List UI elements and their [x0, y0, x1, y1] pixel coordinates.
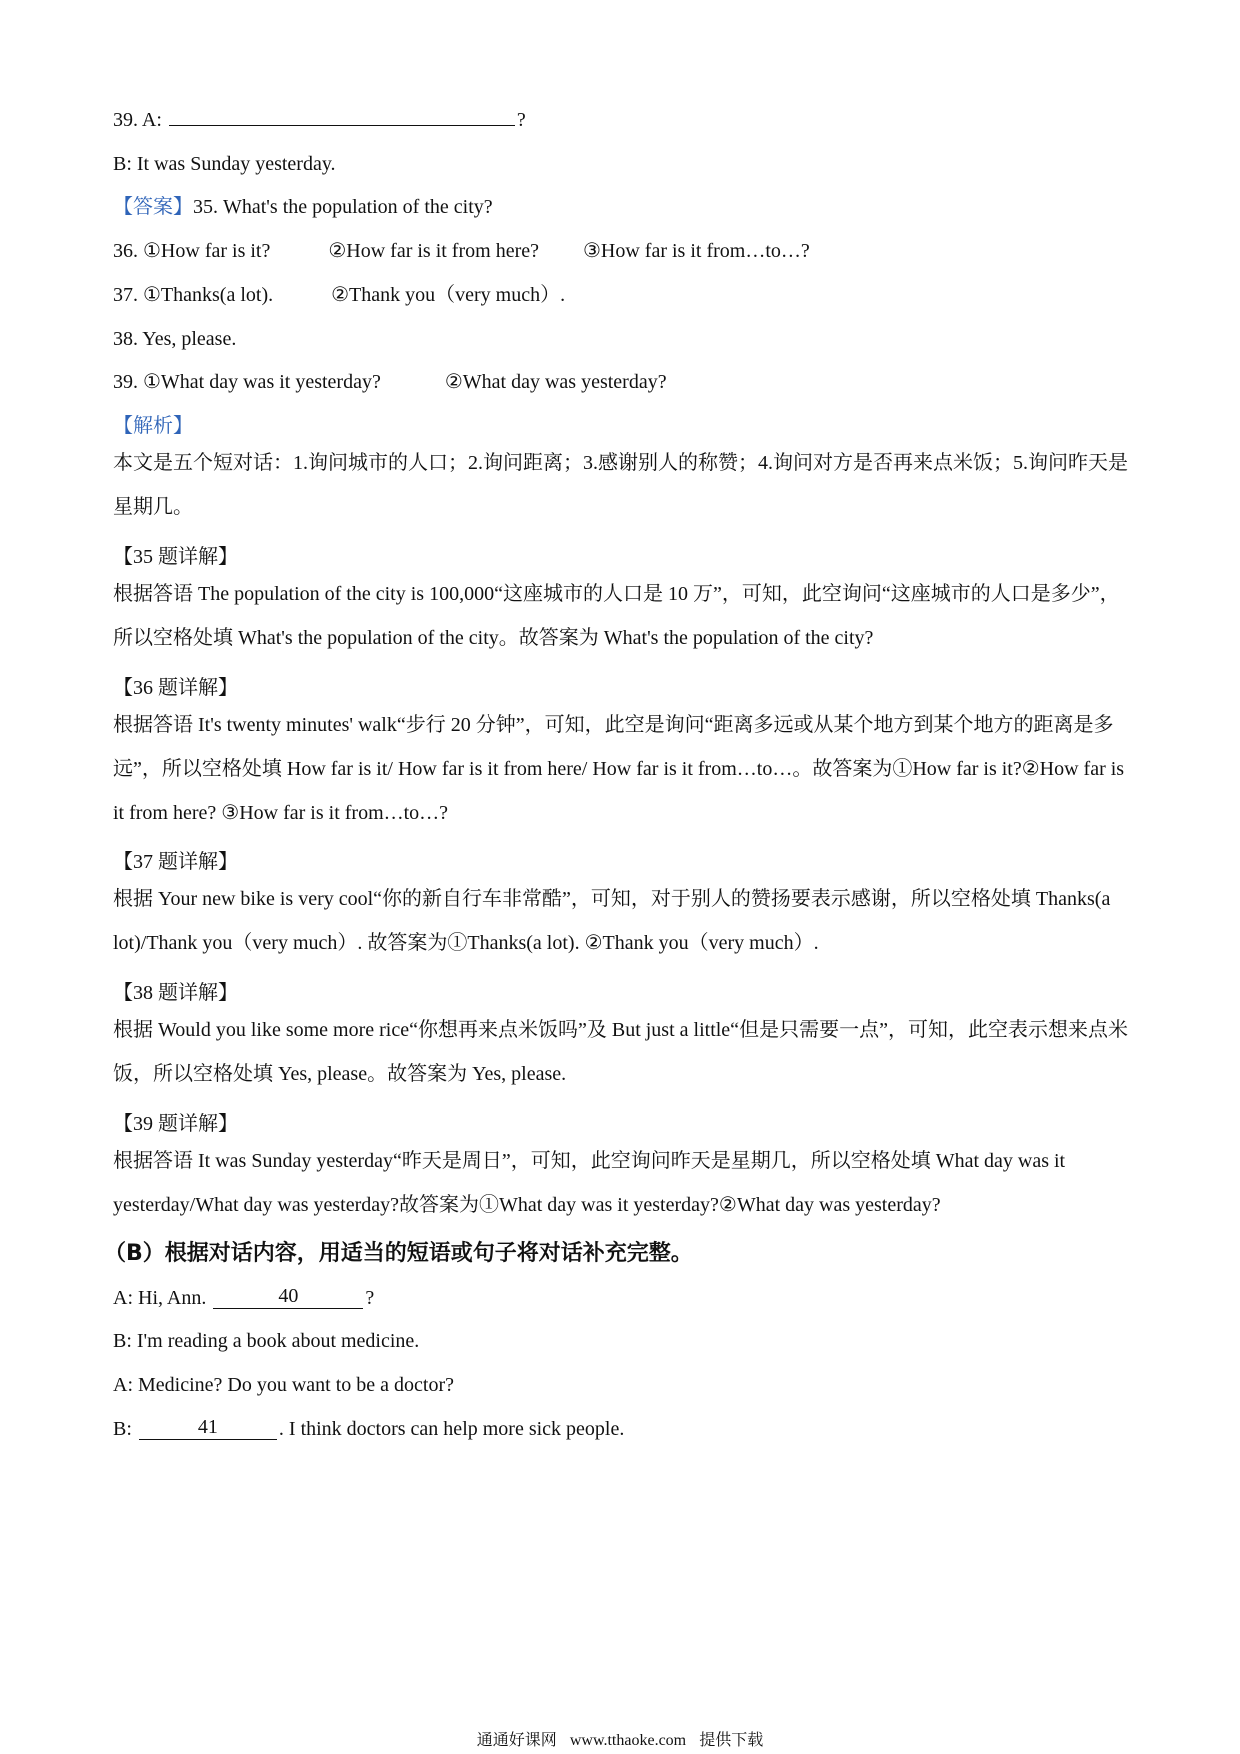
- question-39-line: [113, 106, 526, 134]
- dialogue-line-4: [113, 1415, 624, 1443]
- answer-blank-39: [169, 107, 515, 126]
- answer-line-35: [113, 193, 493, 221]
- answer-tag: 【答案】: [113, 196, 193, 218]
- footer-domain-link[interactable]: www.tthaoke.com: [569, 1732, 687, 1749]
- answer-37-option-2: ②Thank you（very much）.: [331, 284, 566, 306]
- answer-blank-40: [213, 1285, 363, 1309]
- answer-39-option-1: ①What day was it yesterday?: [143, 371, 381, 393]
- detail-39-text: 根据答语 It was Sunday yesterday“昨天是周日”，可知，此空询问昨天是星期几，所以空格处填 What day was it yesterday/What day was yesterday?故答案为①What day was it yesterday?②What day was yesterday?: [113, 1150, 1066, 1216]
- detail-37-text: 根据 Your new bike is very cool“你的新自行车非常酷”，可知，对于别人的赞扬要表示感谢，所以空格处填 Thanks(a lot)/Thank you（very much）. 故答案为①Thanks(a lot). ②Thank you（very much）.: [113, 888, 1111, 954]
- detail-35-text: 根据答语 The population of the city is 100,000“这座城市的人口是 10 万”，可知，此空询问“这座城市的人口是多少”，所以空格处填 What's the population of the city。故答案为 What's the population of the city?: [113, 583, 1120, 649]
- section-b-heading: （B）根据对话内容，用适当的短语或句子将对话补充完整。: [104, 1241, 693, 1266]
- analysis-tag: 【解析】: [113, 415, 193, 437]
- page-footer: [0, 1727, 1240, 1750]
- answer-37-option-1: ①Thanks(a lot).: [143, 284, 274, 306]
- answer-39-number: 39.: [113, 371, 138, 393]
- footer-download-text: 提供下载: [699, 1730, 764, 1749]
- detail-38-text: 根据 Would you like some more rice“你想再来点米饭吗”及 But just a little“但是只需要一点”，可知，此空表示想来点米饭，所以空格处填 Yes, please。故答案为 Yes, please.: [113, 1019, 1128, 1085]
- footer-site-name: 通通好课网: [476, 1730, 557, 1749]
- dialogue-line-2: B: I'm reading a book about medicine.: [113, 1330, 420, 1352]
- answer-36-option-1: ①How far is it?: [143, 240, 271, 262]
- answer-line-38: 38. Yes, please.: [113, 328, 237, 350]
- answer-line-36: [113, 237, 810, 265]
- detail-39-heading: 【39 题详解】: [113, 1113, 238, 1135]
- detail-35-heading: 【35 题详解】: [113, 546, 238, 568]
- dialogue-line-3: A: Medicine? Do you want to be a doctor?: [113, 1374, 455, 1396]
- answer-line-37: [113, 281, 565, 309]
- question-39-mark: ?: [516, 109, 526, 131]
- answer-36-number: 36.: [113, 240, 138, 262]
- answer-36-option-2: ②How far is it from here?: [328, 240, 539, 262]
- answer-37-number: 37.: [113, 284, 138, 306]
- question-39-label: 39. A:: [113, 109, 162, 131]
- detail-38-heading: 【38 题详解】: [113, 982, 238, 1004]
- answer-35: 35. What's the population of the city?: [193, 196, 493, 218]
- answer-39-option-2: ②What day was yesterday?: [444, 371, 667, 393]
- dialogue-line-4-suffix: . I think doctors can help more sick people.: [278, 1418, 625, 1440]
- detail-37-heading: 【37 题详解】: [113, 851, 238, 873]
- dialogue-line-1: [113, 1284, 374, 1312]
- answer-line-39: [113, 368, 667, 396]
- detail-36-text: 根据答语 It's twenty minutes' walk“步行 20 分钟”，可知，此空是询问“距离多远或从某个地方到某个地方的距离是多远”，所以空格处填 How far is it/ How far is it from here/ How far is it from…to…。故答案为①How far is it?②How far is it from here? ③How far is it from…to…?: [113, 714, 1125, 824]
- answer-36-option-3: ③How far is it from…to…?: [582, 240, 810, 262]
- dialogue-line-1-prefix: A: Hi, Ann.: [113, 1287, 207, 1309]
- question-39-response: B: It was Sunday yesterday.: [113, 153, 336, 175]
- dialogue-line-1-suffix: ?: [365, 1287, 375, 1309]
- dialogue-line-4-prefix: B:: [113, 1418, 132, 1440]
- answer-blank-41: [139, 1416, 277, 1440]
- detail-36-heading: 【36 题详解】: [113, 677, 238, 699]
- analysis-summary: 本文是五个短对话：1.询问城市的人口；2.询问距离；3.感谢别人的称赞；4.询问对方是否再来点米饭；5.询问昨天是星期几。: [113, 452, 1128, 518]
- blank-number-40: 40: [278, 1285, 299, 1307]
- blank-number-41: 41: [197, 1416, 218, 1438]
